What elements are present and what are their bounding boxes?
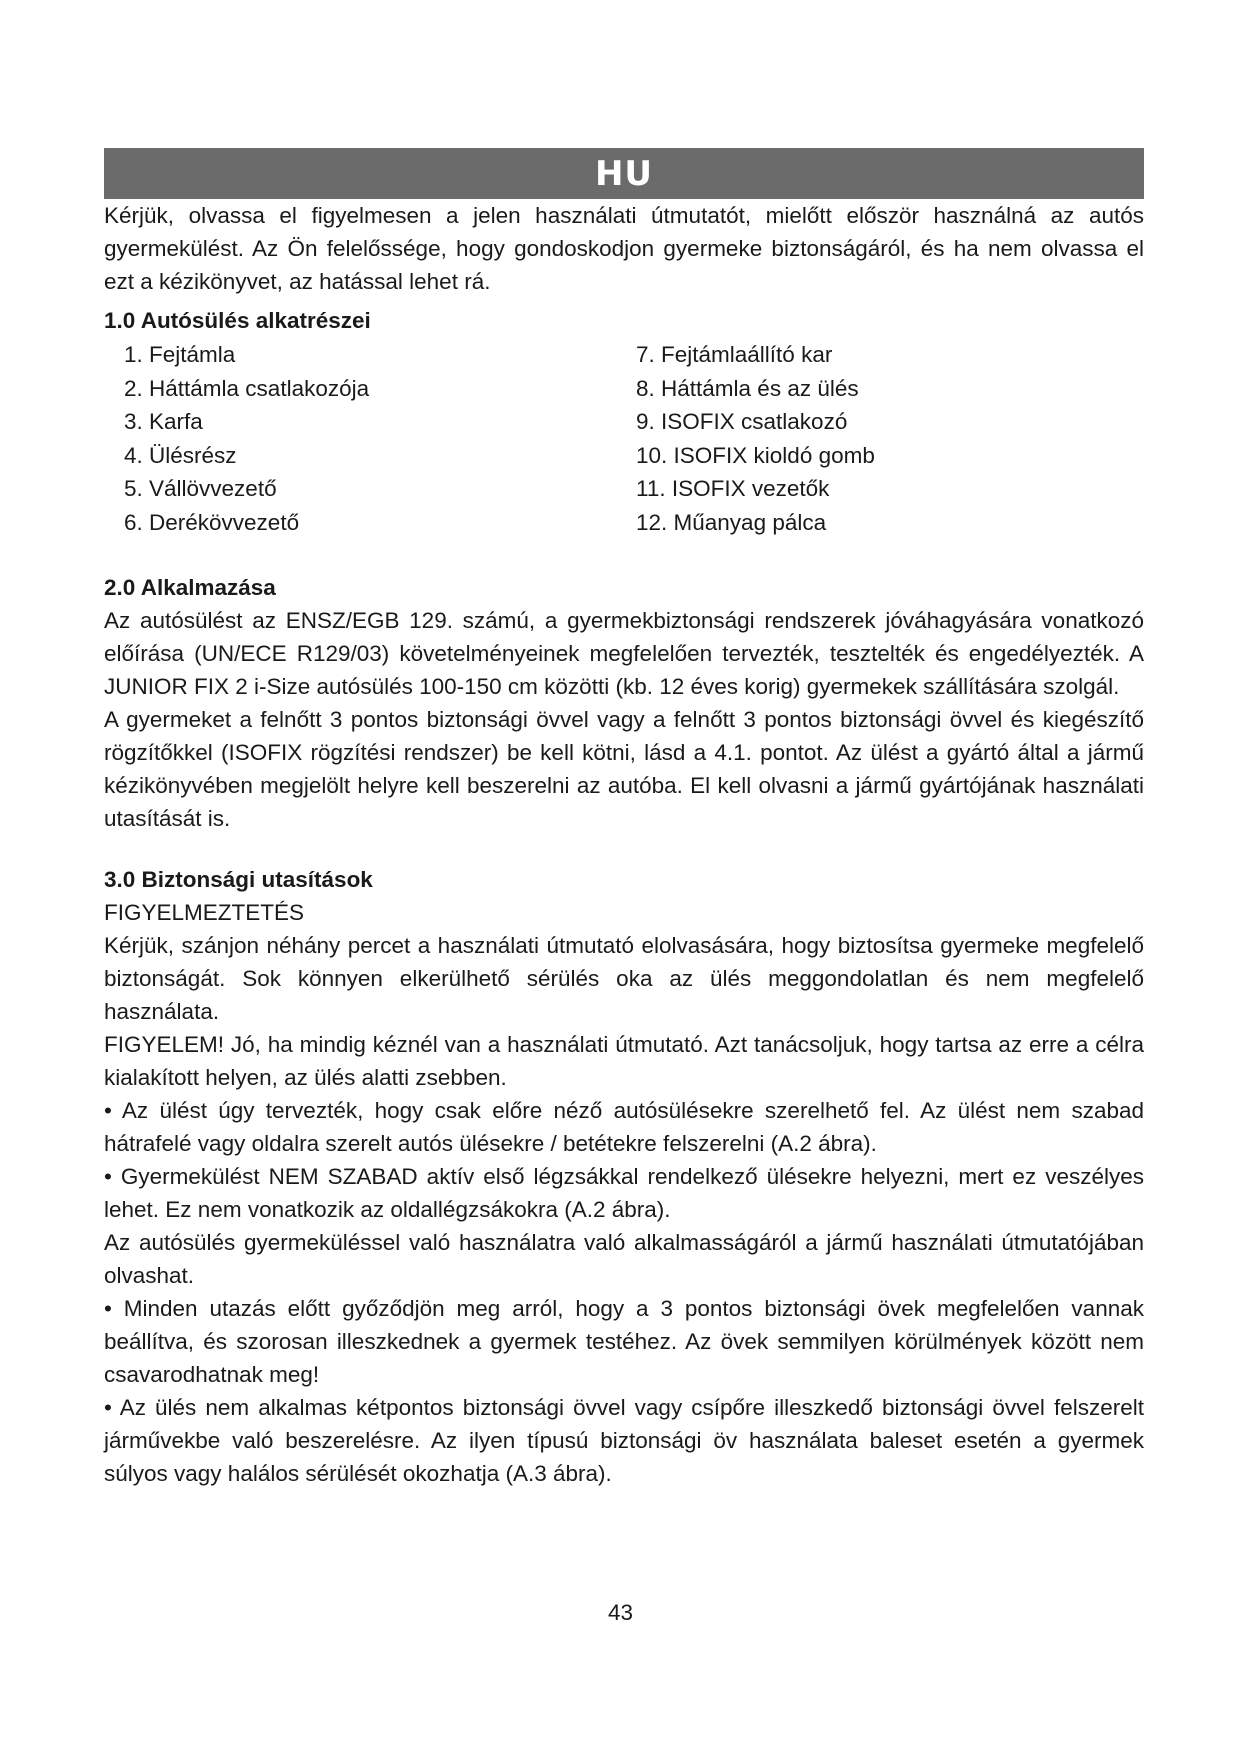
- part-item: 11. ISOFIX vezetők: [636, 476, 830, 501]
- part-item: 7. Fejtámlaállító kar: [636, 342, 833, 367]
- part-item: 1. Fejtámla: [124, 342, 236, 367]
- section-3-paragraph-3: Az autósülés gyermeküléssel való használatra való alkalmasságáról a jármű használati útmutatójában olvashat.: [104, 1230, 1144, 1288]
- part-item: 12. Műanyag pálca: [636, 509, 827, 535]
- section-3-title: 3.0 Biztonsági utasítások: [104, 867, 373, 892]
- manual-page: [104, 148, 1144, 1490]
- language-code: HU: [594, 153, 654, 194]
- parts-list-right: [636, 338, 1144, 539]
- part-item: 4. Ülésrész: [124, 442, 237, 468]
- part-item: 3. Karfa: [124, 409, 203, 434]
- safety-bullet-4: • Az ülés nem alkalmas kétpontos biztonsági övvel vagy csípőre illeszkedő biztonsági övvel felszerelt járművekbe való beszerelésre. Az ilyen típusú biztonsági öv használata baleset esetén a gyermek súlyos vagy halálos sérülését okozhatja (A.3 ábra).: [104, 1395, 1144, 1486]
- parts-list: [104, 338, 1144, 539]
- section-2-title: 2.0 Alkalmazása: [104, 575, 276, 600]
- intro-paragraph: Kérjük, olvassa el figyelmesen a jelen használati útmutatót, mielőtt először használná az autós gyermekülést. Az Ön felelőssége, hogy gondoskodjon gyermeke biztonságáról, és ha nem olvassa el ezt a kézikönyvet, az hatással lehet rá.: [104, 203, 1144, 294]
- language-header-bar: [104, 148, 1144, 199]
- part-item: 9. ISOFIX csatlakozó: [636, 409, 848, 434]
- parts-list-left: [104, 338, 636, 539]
- section-3-paragraph-1: Kérjük, szánjon néhány percet a használati útmutató elolvasására, hogy biztosítsa gyermeke megfelelő biztonságát. Sok könnyen elkerülhető sérülés oka az ülés meggondolatlan és nem megfelelő használata.: [104, 933, 1144, 1024]
- part-item: 8. Háttámla és az ülés: [636, 375, 859, 401]
- part-item: 2. Háttámla csatlakozója: [124, 375, 370, 401]
- section-2-paragraph-2: A gyermeket a felnőtt 3 pontos biztonsági övvel vagy a felnőtt 3 pontos biztonsági övvel és kiegészítő rögzítőkkel (ISOFIX rögzítési rendszer) be kell kötni, lásd a 4.1. pontot. Az ülést a gyártó által a jármű kézikönyvében megjelölt helyre kell beszerelni az autóba. El kell olvasni a jármű gyártójának használati utasítását is.: [104, 707, 1144, 831]
- safety-bullet-1: • Az ülést úgy tervezték, hogy csak előre néző autósülésekre szerelhető fel. Az ülést nem szabad hátrafelé vagy oldalra szerelt autós ülésekre / betétekre felszerelni (A.2 ábra).: [104, 1098, 1144, 1156]
- page-number: 43: [607, 1600, 634, 1625]
- part-item: 10. ISOFIX kioldó gomb: [636, 442, 875, 468]
- section-1-title: 1.0 Autósülés alkatrészei: [104, 308, 371, 333]
- section-3-paragraph-2: FIGYELEM! Jó, ha mindig kéznél van a használati útmutató. Azt tanácsoljuk, hogy tartsa az erre a célra kialakított helyen, az ülés alatti zsebben.: [104, 1032, 1144, 1090]
- safety-bullet-3: • Minden utazás előtt győződjön meg arról, hogy a 3 pontos biztonsági övek megfelelően vannak beállítva, és szorosan illeszkednek a gyermek testéhez. Az övek semmilyen körülmények között nem csavarodhatnak meg!: [104, 1296, 1144, 1387]
- part-item: 5. Vállövvezető: [124, 476, 277, 501]
- safety-bullet-2: • Gyermekülést NEM SZABAD aktív első légzsákkal rendelkező ülésekre helyezni, mert ez veszélyes lehet. Ez nem vonatkozik az oldallégzsákokra (A.2 ábra).: [104, 1164, 1144, 1222]
- warning-label: FIGYELMEZTETÉS: [104, 900, 305, 925]
- section-2-paragraph-1: Az autósülést az ENSZ/EGB 129. számú, a gyermekbiztonsági rendszerek jóváhagyására vonatkozó előírása (UN/ECE R129/03) követelményeinek megfelelően tervezték, tesztelték és engedélyezték. A JUNIOR FIX 2 i-Size autósülés 100-150 cm közötti (kb. 12 éves korig) gyermekek szállítására szolgál.: [104, 608, 1144, 699]
- part-item: 6. Derékövvezető: [124, 509, 300, 535]
